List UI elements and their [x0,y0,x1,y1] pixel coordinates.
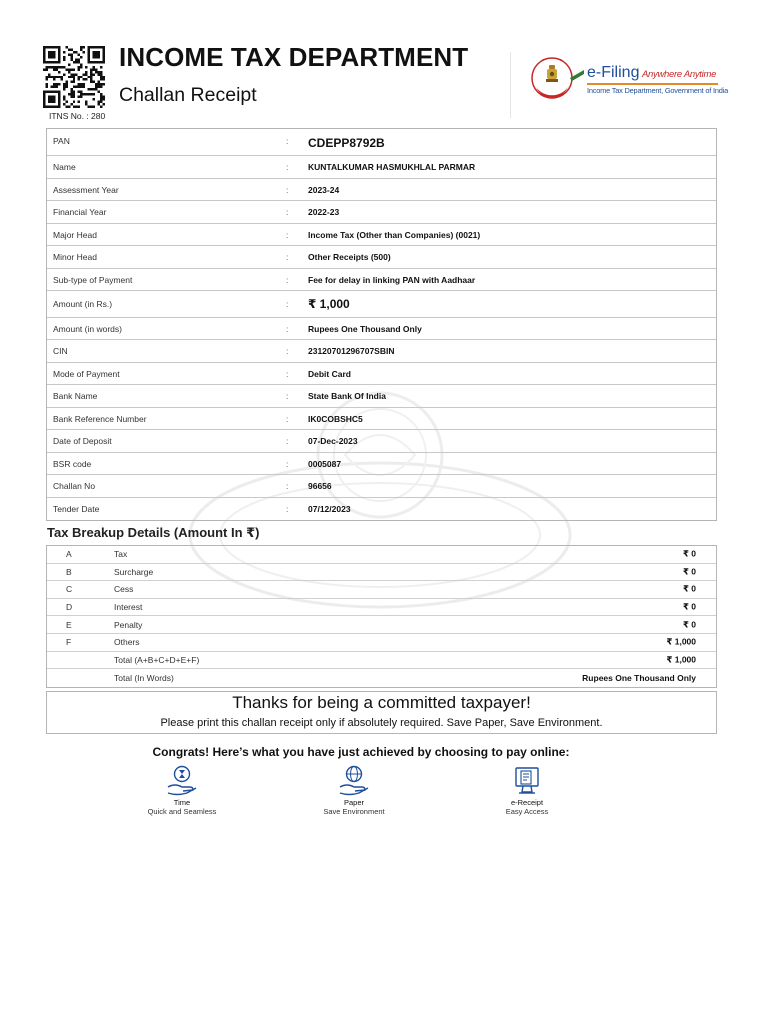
tax-breakup-amount: ₹ 0 [682,548,696,559]
detail-label: Amount (in Rs.) [53,299,113,309]
detail-row [47,340,716,363]
achievement-name: Paper [343,798,364,807]
detail-colon: : [286,368,289,379]
detail-colon: : [286,162,289,172]
tax-breakup-amount: Rupees One Thousand Only [582,672,696,683]
detail-colon: : [286,274,289,285]
logo-underline [587,83,718,85]
tax-breakup-name: Interest [114,602,143,613]
achievement-paper [299,765,409,816]
detail-row [47,179,716,201]
achievement-time [127,765,237,816]
detail-label: Major Head [53,229,97,240]
efiling-logo [530,56,736,102]
detail-colon: : [286,413,289,424]
detail-row [47,318,716,340]
detail-row [47,291,716,318]
detail-value: 23120701296707SBIN [308,346,395,356]
efiling-wordmark: e-Filing [587,64,640,81]
detail-value: Other Receipts (500) [308,252,391,262]
hourglass-hand-icon [165,765,199,797]
itns-number: ITNS No. : 280 [49,111,106,121]
tax-breakup-name: Total (In Words) [114,672,174,683]
tax-breakup-key: F [66,637,72,648]
tax-breakup-table [46,545,717,688]
detail-value: 96656 [308,481,332,491]
detail-colon: : [286,252,289,262]
detail-label: Amount (in words) [53,323,122,334]
detail-row [47,224,716,246]
tax-breakup-amount: ₹ 1,000 [666,636,696,647]
tax-breakup-row [47,599,716,617]
detail-value: Fee for delay in linking PAN with Aadhaar [308,274,476,285]
detail-colon: : [286,136,289,146]
detail-value: IK0COBSHC5 [308,413,363,424]
tax-breakup-name: Cess [114,584,134,595]
tax-breakup-amount: ₹ 0 [682,619,696,630]
detail-value: Debit Card [308,368,351,379]
congrats-title: Congrats! Here’s what you have just achieved by choosing to pay online: [152,745,570,759]
detail-value: Rupees One Thousand Only [308,323,422,334]
efiling-department: Income Tax Department, Government of India [587,86,728,95]
tax-breakup-amount: ₹ 0 [682,601,696,612]
detail-colon: : [286,436,289,446]
detail-label: Date of Deposit [53,436,112,446]
detail-row [47,129,716,156]
efiling-tagline: Anywhere Anytime [642,69,717,80]
detail-label: Bank Name [53,391,98,401]
detail-label: Challan No [53,481,96,491]
detail-label: Minor Head [53,252,97,262]
achievement-desc: Easy Access [505,807,549,816]
achievement-ereceipt [472,765,582,816]
detail-row [47,246,716,269]
detail-label: CIN [53,346,68,356]
detail-row [47,156,716,179]
detail-row [47,408,716,430]
tax-breakup-title: Tax Breakup Details (Amount In ₹) [47,525,260,540]
qr-code [42,46,106,108]
detail-label: Name [53,162,76,172]
tax-breakup-name: Tax [114,549,128,560]
detail-row [47,363,716,385]
thanks-box [46,691,717,734]
tax-breakup-key: C [66,584,73,595]
detail-row [47,475,716,498]
detail-label: Assessment Year [53,184,119,195]
tax-breakup-amount: ₹ 0 [682,566,696,577]
challan-details-table [46,128,717,521]
detail-colon: : [286,323,289,334]
detail-label: Sub-type of Payment [53,274,133,285]
print-note: Please print this challan receipt only if absolutely required. Save Paper, Save Environment. [160,717,603,729]
page-subtitle: Challan Receipt [119,84,257,106]
detail-colon: : [286,458,289,469]
detail-label: Tender Date [53,504,100,514]
page-title: INCOME TAX DEPARTMENT [119,42,469,72]
detail-label: BSR code [53,458,92,469]
detail-value: 07-Dec-2023 [308,436,358,446]
detail-colon: : [286,346,289,356]
thanks-headline: Thanks for being a committed taxpayer! [232,693,531,712]
detail-row [47,498,716,520]
tax-breakup-name: Surcharge [114,566,154,577]
tax-breakup-key: E [66,619,72,630]
tax-breakup-row [47,546,716,564]
detail-label: PAN [53,136,70,146]
detail-value: CDEPP8792B [308,136,385,150]
detail-value: ₹ 1,000 [308,297,350,311]
tax-breakup-row [47,616,716,634]
tax-breakup-name: Others [114,637,140,648]
detail-value: KUNTALKUMAR HASMUKHLAL PARMAR [308,162,476,172]
detail-colon: : [286,391,289,401]
tax-breakup-key: D [66,602,73,613]
detail-value: 07/12/2023 [308,504,351,514]
detail-value: State Bank Of India [308,391,386,401]
globe-hand-icon [337,765,371,797]
achievement-name: e-Receipt [510,798,544,807]
achievement-name: Time [173,798,191,807]
detail-colon: : [286,229,289,240]
detail-colon: : [286,207,289,217]
detail-row [47,269,716,291]
tax-breakup-row [47,634,716,652]
department-emblem-icon [530,56,585,100]
detail-colon: : [286,504,289,514]
tax-breakup-key: B [66,566,72,577]
tax-breakup-row [47,581,716,599]
detail-value: 2022-23 [308,207,340,217]
tax-breakup-key: A [66,549,72,560]
tax-breakup-amount: ₹ 0 [682,583,696,594]
detail-colon: : [286,299,289,309]
detail-row [47,453,716,475]
tax-breakup-amount: ₹ 1,000 [666,654,696,665]
detail-label: Financial Year [53,207,107,217]
header-divider [510,52,511,118]
detail-value: 0005087 [308,458,342,469]
detail-row [47,430,716,453]
tax-breakup-row [47,652,716,670]
detail-value: 2023-24 [308,184,340,195]
tax-breakup-name: Total (A+B+C+D+E+F) [114,654,200,665]
detail-colon: : [286,481,289,491]
document-screen-icon [510,765,544,797]
detail-value: Income Tax (Other than Companies) (0021) [308,229,481,240]
achievement-desc: Save Environment [323,807,385,816]
detail-row [47,201,716,224]
detail-row [47,385,716,408]
tax-breakup-row [47,564,716,582]
tax-breakup-row [47,669,716,687]
detail-label: Bank Reference Number [53,413,147,424]
achievement-desc: Quick and Seamless [147,807,217,816]
tax-breakup-name: Penalty [114,619,143,630]
detail-label: Mode of Payment [53,368,120,379]
detail-colon: : [286,184,289,195]
